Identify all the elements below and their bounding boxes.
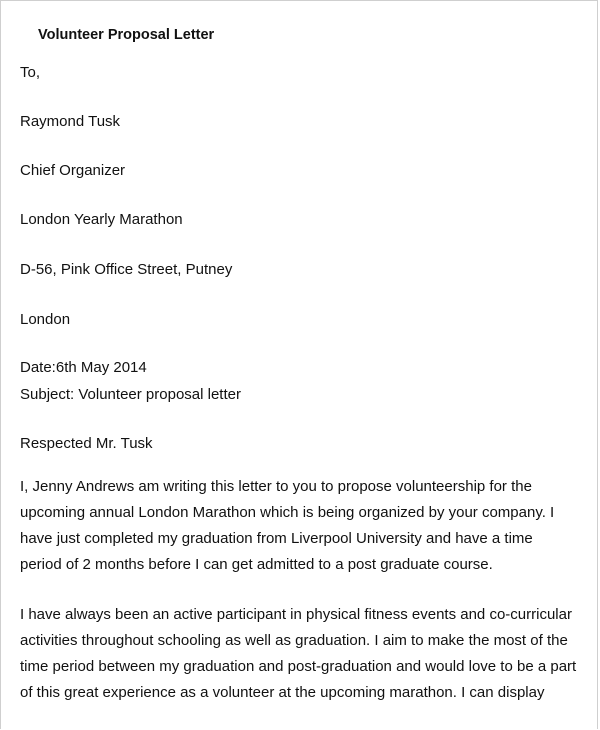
letter-title: Volunteer Proposal Letter (38, 27, 215, 43)
letter-subject: Subject: Volunteer proposal letter (20, 386, 241, 403)
paragraph-line: of this great experience as a volunteer at the upcoming marathon. I can display (20, 684, 545, 701)
body-paragraph-2 (20, 602, 582, 706)
paragraph-line: upcoming annual London Marathon which is being organized by your company. I (20, 504, 555, 521)
paragraph-line: activities throughout schooling as well as graduation. I aim to make the most of the (20, 632, 568, 649)
recipient-name: Raymond Tusk (20, 113, 121, 130)
paragraph-line: have just completed my graduation from Liverpool University and have a time (20, 530, 533, 547)
salutation-to: To, (20, 64, 41, 81)
paragraph-line: I, Jenny Andrews am writing this letter to you to propose volunteership for the (20, 478, 532, 495)
organization-name: London Yearly Marathon (20, 211, 183, 228)
paragraph-line: time period between my graduation and post-graduation and would love to be a part (20, 658, 577, 675)
greeting: Respected Mr. Tusk (20, 435, 153, 452)
letter-date: Date:6th May 2014 (20, 359, 147, 376)
paragraph-line: period of 2 months before I can get admitted to a post graduate course. (20, 556, 493, 573)
recipient-title: Chief Organizer (20, 162, 126, 179)
body-paragraph-1 (20, 474, 582, 578)
city: London (20, 311, 71, 328)
paragraph-line: I have always been an active participant in physical fitness events and co-curricular (20, 606, 572, 623)
address-line: D-56, Pink Office Street, Putney (20, 261, 233, 278)
